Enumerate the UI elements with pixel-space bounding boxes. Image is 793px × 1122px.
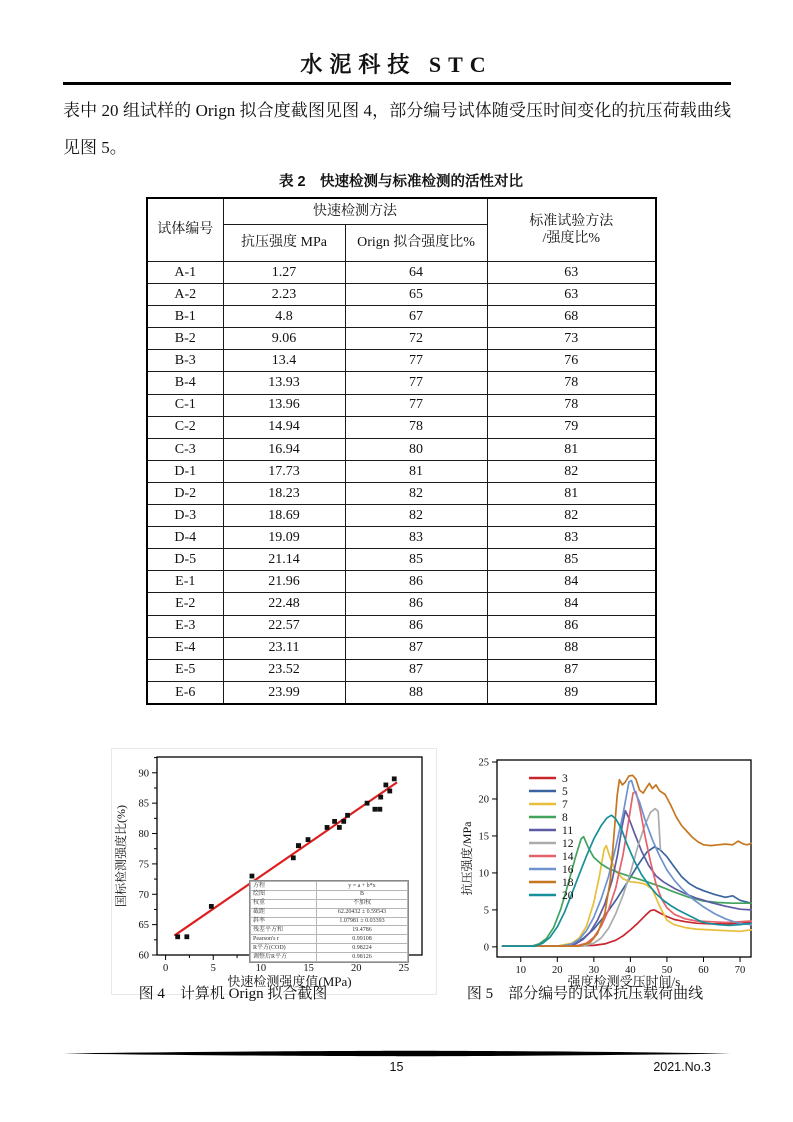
svg-text:30: 30 — [588, 965, 600, 976]
table-cell: 89 — [487, 681, 656, 704]
stats-row — [251, 944, 408, 953]
table-row — [147, 482, 656, 504]
svg-text:10: 10 — [255, 963, 267, 974]
stats-row — [251, 926, 408, 935]
svg-text:25: 25 — [478, 757, 489, 769]
svg-text:10: 10 — [478, 868, 489, 880]
table-cell: 86 — [345, 571, 487, 593]
table-cell: 63 — [487, 262, 656, 284]
stats-cell: 0.99108 — [316, 935, 407, 944]
stats-cell: 19.4786 — [316, 926, 407, 935]
table-cell: E-5 — [147, 659, 223, 681]
table-cell: 78 — [345, 416, 487, 438]
table-cell: B-1 — [147, 306, 223, 328]
stats-cell: 0.98126 — [316, 953, 407, 962]
fig5-series-3 — [503, 910, 752, 946]
table-cell: B-3 — [147, 350, 223, 372]
svg-text:70: 70 — [138, 889, 149, 901]
fig5-y-axis-title: 抗压强度/MPa — [460, 821, 474, 896]
table-cell: D-1 — [147, 460, 223, 482]
svg-text:80: 80 — [138, 829, 149, 841]
svg-text:5: 5 — [210, 963, 216, 974]
table-cell: 73 — [487, 328, 656, 350]
fig5-legend-label: 16 — [562, 863, 574, 876]
table-cell: E-6 — [147, 681, 223, 704]
fig5-legend-label: 14 — [562, 850, 574, 863]
table-cell: C-3 — [147, 438, 223, 460]
table-row — [147, 637, 656, 659]
table-cell: 80 — [345, 438, 487, 460]
stats-cell: 绘图 — [251, 890, 317, 899]
stats-cell: Pearson's r — [251, 935, 317, 944]
figure-load-curves-plot — [459, 748, 791, 993]
fig5-plot-frame — [497, 760, 751, 957]
table-cell: 87 — [487, 659, 656, 681]
stats-row — [251, 935, 408, 944]
table-cell: 87 — [345, 659, 487, 681]
svg-text:65: 65 — [138, 920, 149, 932]
table-cell: 87 — [345, 637, 487, 659]
table-cell: D-5 — [147, 549, 223, 571]
header-rule — [63, 82, 731, 85]
fig4-x-axis-title: 快速检测强度值(MPa) — [227, 974, 352, 989]
table-cell: D-4 — [147, 527, 223, 549]
table-body — [147, 262, 656, 704]
svg-text:15: 15 — [303, 963, 314, 974]
table-cell: 13.93 — [223, 372, 345, 394]
svg-text:20: 20 — [552, 965, 563, 976]
table-cell: 88 — [345, 681, 487, 704]
table-cell: C-1 — [147, 394, 223, 416]
table-row — [147, 350, 656, 372]
fig5-legend-label: 18 — [562, 876, 574, 889]
fig5-legend-label: 3 — [562, 772, 568, 785]
table-cell: 85 — [345, 549, 487, 571]
table-cell: A-1 — [147, 262, 223, 284]
table-title: 表 2 快速检测与标准检测的活性对比 — [278, 174, 524, 190]
table-cell: A-2 — [147, 284, 223, 306]
table-cell: E-4 — [147, 637, 223, 659]
table-row — [147, 306, 656, 328]
table-cell: 77 — [345, 350, 487, 372]
table-cell: D-3 — [147, 505, 223, 527]
table-cell: 86 — [345, 615, 487, 637]
table-cell: 23.52 — [223, 659, 345, 681]
table-row — [147, 328, 656, 350]
table-row — [147, 615, 656, 637]
table-cell: 72 — [345, 328, 487, 350]
table-cell: 23.11 — [223, 637, 345, 659]
table-cell: 17.73 — [223, 460, 345, 482]
table-cell: 65 — [345, 284, 487, 306]
col-header-standard-line1: 标准试验方法 — [529, 213, 614, 229]
stats-cell: 方程 — [251, 882, 317, 891]
table-cell: 76 — [487, 350, 656, 372]
table-cell: 85 — [487, 549, 656, 571]
table-cell: 78 — [487, 394, 656, 416]
fig5-series-5 — [503, 847, 752, 946]
table-cell: E-2 — [147, 593, 223, 615]
stats-cell: 0.98224 — [316, 944, 407, 953]
stats-cell: B — [316, 890, 407, 899]
fig5-legend-label: 12 — [562, 837, 574, 850]
svg-text:60: 60 — [138, 950, 149, 962]
fig5-legend — [529, 773, 574, 902]
fig5-x-axis-title: 强度检测受压时间/s — [567, 974, 681, 989]
table-cell: 21.96 — [223, 571, 345, 593]
stats-row — [251, 953, 408, 962]
fig5-axes — [459, 757, 745, 989]
table-row — [147, 284, 656, 306]
table-cell: 83 — [345, 527, 487, 549]
fig5-caption: 图 5 部分编号的试体抗压载荷曲线 — [466, 986, 704, 1002]
stats-cell: 不加权 — [316, 899, 407, 908]
table-cell: 82 — [487, 505, 656, 527]
svg-text:0: 0 — [483, 942, 489, 954]
table-cell: 22.48 — [223, 593, 345, 615]
svg-text:90: 90 — [138, 768, 149, 780]
table-row — [147, 372, 656, 394]
table-row — [147, 571, 656, 593]
origin-fit-stats-table — [249, 880, 409, 963]
footer-rule — [63, 1050, 731, 1057]
table-cell: B-4 — [147, 372, 223, 394]
table-cell: D-2 — [147, 482, 223, 504]
table-cell: 79 — [487, 416, 656, 438]
stats-row — [251, 899, 408, 908]
fig5-legend-label: 8 — [562, 811, 568, 824]
table-cell: 78 — [487, 372, 656, 394]
activity-comparison-table — [146, 197, 657, 705]
table-cell: 84 — [487, 593, 656, 615]
stats-row — [251, 908, 408, 917]
fig5-series-12 — [503, 809, 661, 947]
footer-issue: 2021.No.3 — [653, 1060, 711, 1074]
journal-title: 水泥科技 STC — [300, 52, 493, 77]
svg-text:20: 20 — [350, 963, 362, 974]
table-cell: 9.06 — [223, 328, 345, 350]
table-row — [147, 681, 656, 704]
table-cell: 63 — [487, 284, 656, 306]
svg-text:5: 5 — [483, 905, 489, 917]
fig5-legend-label: 7 — [562, 798, 568, 811]
stats-cell: 权重 — [251, 899, 317, 908]
svg-text:50: 50 — [661, 965, 673, 976]
table-row — [147, 460, 656, 482]
col-header-orign: Orign 拟合强度比% — [345, 225, 487, 262]
svg-text:70: 70 — [734, 965, 746, 976]
table-row — [147, 593, 656, 615]
stats-cell: 62.20432 ± 0.59543 — [316, 908, 407, 917]
table-header — [147, 198, 656, 262]
body-paragraph: 表中 20 组试样的 Orign 拟合度截图见图 4，部分编号试体随受压时间变化的抗压荷载曲线见图 5。 — [63, 101, 731, 157]
svg-text:85: 85 — [138, 798, 149, 810]
table-cell: 86 — [487, 615, 656, 637]
stats-cell: 截距 — [251, 908, 317, 917]
table-row — [147, 659, 656, 681]
table-cell: 19.09 — [223, 527, 345, 549]
table-cell: 1.27 — [223, 262, 345, 284]
svg-text:40: 40 — [625, 965, 636, 976]
stats-row — [251, 890, 408, 899]
table-cell: 13.4 — [223, 350, 345, 372]
table-row — [147, 549, 656, 571]
table-row — [147, 505, 656, 527]
table-row — [147, 438, 656, 460]
table-row — [147, 394, 656, 416]
table-cell: 16.94 — [223, 438, 345, 460]
col-header-standard-line2: /强度比% — [542, 231, 601, 246]
table-row — [147, 262, 656, 284]
svg-text:0: 0 — [162, 963, 169, 974]
svg-text:25: 25 — [398, 963, 410, 974]
table-cell: 84 — [487, 571, 656, 593]
table-cell: 81 — [345, 460, 487, 482]
table-cell: 81 — [487, 438, 656, 460]
table-cell: 14.94 — [223, 416, 345, 438]
table-cell: 83 — [487, 527, 656, 549]
col-header-specimen: 试体编号 — [147, 198, 223, 262]
fig4-y-axis-title: 国标检测强度比(%) — [114, 805, 128, 907]
table-cell: 82 — [345, 482, 487, 504]
table-cell: 13.96 — [223, 394, 345, 416]
col-header-standard — [487, 198, 656, 262]
stats-cell: 斜率 — [251, 917, 317, 926]
table-cell: 21.14 — [223, 549, 345, 571]
table-cell: 18.69 — [223, 505, 345, 527]
table-cell: B-2 — [147, 328, 223, 350]
col-header-rapid-group: 快速检测方法 — [223, 198, 487, 225]
stats-cell: 1.07981 ± 0.03393 — [316, 917, 407, 926]
table-cell: 22.57 — [223, 615, 345, 637]
fig5-legend-label: 20 — [562, 889, 574, 902]
table-cell: 68 — [487, 306, 656, 328]
fig5-legend-label: 5 — [562, 785, 568, 798]
footer-page-number: 15 — [389, 1060, 404, 1074]
table-cell: 88 — [487, 637, 656, 659]
fig5-series-18 — [503, 772, 752, 946]
table-cell: 18.23 — [223, 482, 345, 504]
table-cell: 77 — [345, 394, 487, 416]
svg-text:20: 20 — [478, 794, 489, 806]
stats-cell: y = a + b*x — [316, 882, 407, 891]
table-cell: 82 — [345, 505, 487, 527]
svg-text:75: 75 — [138, 859, 149, 871]
table-cell: 81 — [487, 482, 656, 504]
table-cell: 64 — [345, 262, 487, 284]
figure-origin-fit-plot — [111, 748, 437, 995]
svg-text:15: 15 — [478, 831, 489, 843]
load-curves-line-chart — [459, 748, 791, 993]
table-cell: 86 — [345, 593, 487, 615]
stats-cell: 调整后R平方 — [251, 953, 317, 962]
svg-text:10: 10 — [515, 965, 527, 976]
table-cell: C-2 — [147, 416, 223, 438]
fig5-series-lines — [503, 772, 752, 946]
fig5-legend-label: 11 — [562, 824, 574, 837]
col-header-strength: 抗压强度 MPa — [223, 225, 345, 262]
table-row — [147, 416, 656, 438]
table-cell: 77 — [345, 372, 487, 394]
fig4-caption: 图 4 计算机 Orign 拟合截图 — [138, 986, 328, 1002]
table-cell: E-1 — [147, 571, 223, 593]
table-cell: 23.99 — [223, 681, 345, 704]
table-cell: 4.8 — [223, 306, 345, 328]
table-row — [147, 527, 656, 549]
stats-cell: R平方(COD) — [251, 944, 317, 953]
stats-row — [251, 882, 408, 891]
table-cell: 82 — [487, 460, 656, 482]
stats-row — [251, 917, 408, 926]
table-cell: E-3 — [147, 615, 223, 637]
table-cell: 67 — [345, 306, 487, 328]
table-cell: 2.23 — [223, 284, 345, 306]
svg-text:60: 60 — [698, 965, 709, 976]
stats-cell: 残差平方和 — [251, 926, 317, 935]
